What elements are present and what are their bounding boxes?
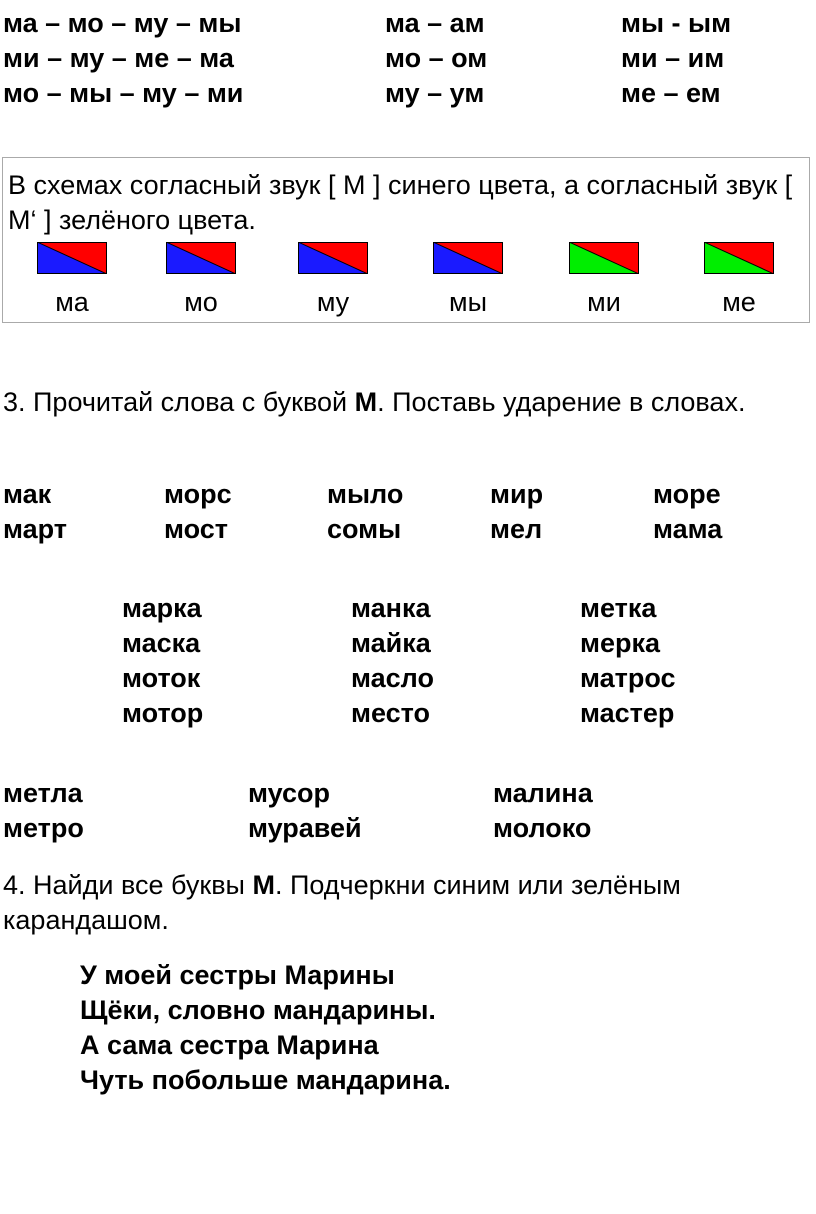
syllables-column-3	[621, 6, 731, 111]
scheme-syllable-label: ма	[55, 287, 89, 317]
sound-scheme-box	[2, 157, 810, 323]
words-3-column-3	[493, 776, 593, 846]
words-3-column-1	[3, 776, 84, 846]
scheme-item	[298, 242, 368, 319]
scheme-syllable-label: ме	[722, 287, 756, 317]
word: мастер	[580, 698, 675, 728]
scheme-syllable-label: ми	[587, 287, 621, 317]
word: метла	[3, 778, 83, 808]
word: мак	[3, 479, 52, 509]
word: молоко	[493, 813, 592, 843]
word: муравей	[248, 813, 362, 843]
words-2-column-2	[351, 591, 434, 731]
word: моток	[122, 663, 201, 693]
sound-scheme-icon	[704, 242, 774, 274]
words-3-column-2	[248, 776, 362, 846]
sound-scheme-icon	[433, 242, 503, 274]
syllable-row: ма – ам	[385, 8, 485, 38]
scheme-item	[37, 242, 107, 319]
words-1-column-1	[3, 477, 67, 547]
words-1-column-4	[490, 477, 543, 547]
word: мотор	[122, 698, 204, 728]
sound-scheme-icon	[569, 242, 639, 274]
word: метка	[580, 593, 657, 623]
words-2-column-1	[122, 591, 203, 731]
word: малина	[493, 778, 593, 808]
word: мыло	[327, 479, 404, 509]
scheme-item	[704, 242, 774, 319]
words-1-column-2	[164, 477, 232, 547]
scheme-syllable-label: му	[316, 287, 350, 317]
poem-line: Щёки, словно мандарины.	[80, 995, 436, 1025]
task-3-rest: . Поставь ударение в словах.	[377, 387, 746, 417]
word: мусор	[248, 778, 330, 808]
syllable-row: мы - ым	[621, 8, 732, 38]
poem-line: У моей сестры Марины	[80, 960, 395, 990]
scheme-syllable-label: мы	[449, 287, 487, 317]
syllable-row: ми – му – ме – ма	[3, 43, 234, 73]
syllable-row: ме – ем	[621, 78, 721, 108]
syllable-row: му – ум	[385, 78, 485, 108]
scheme-item	[569, 242, 639, 319]
words-2-column-3	[580, 591, 676, 731]
word: сомы	[327, 514, 402, 544]
syllable-row: ма – мо – му – мы	[3, 8, 242, 38]
word: майка	[351, 628, 431, 658]
words-1-column-3	[327, 477, 403, 547]
poem-line: Чуть побольше мандарина.	[80, 1065, 451, 1095]
word: масло	[351, 663, 434, 693]
word: марка	[122, 593, 202, 623]
syllable-row: ми – им	[621, 43, 725, 73]
task-3-instruction	[3, 385, 803, 420]
word: мерка	[580, 628, 661, 658]
poem	[80, 958, 451, 1098]
scheme-item	[433, 242, 503, 319]
word: морс	[164, 479, 232, 509]
sound-scheme-icon	[37, 242, 107, 274]
syllables-column-2	[385, 6, 487, 111]
word: мост	[164, 514, 228, 544]
word: мама	[653, 514, 723, 544]
words-1-column-5	[653, 477, 722, 547]
scheme-syllable-label: мо	[184, 287, 218, 317]
task-4-rest: . Подчеркни синим или зелёным карандашом.	[3, 870, 681, 935]
syllable-row: мо – ом	[385, 43, 488, 73]
syllable-row: мо – мы – му – ми	[3, 78, 244, 108]
syllables-column-1	[3, 6, 243, 111]
word: метро	[3, 813, 84, 843]
task-4-letter: М	[252, 870, 275, 900]
word: море	[653, 479, 721, 509]
task-3-number: 3. Прочитай слова с буквой	[3, 387, 355, 417]
sound-scheme-icon	[166, 242, 236, 274]
word: место	[351, 698, 431, 728]
poem-line: А сама сестра Марина	[80, 1030, 379, 1060]
task-4-number: 4. Найди все буквы	[3, 870, 253, 900]
word: манка	[351, 593, 431, 623]
word: матрос	[580, 663, 676, 693]
task-4-instruction	[3, 868, 803, 938]
word: мел	[490, 514, 543, 544]
sound-scheme-icon	[298, 242, 368, 274]
word: март	[3, 514, 67, 544]
scheme-item	[166, 242, 236, 319]
task-3-letter: М	[354, 387, 378, 417]
word: мир	[490, 479, 544, 509]
scheme-explanation: В схемах согласный звук [ М ] синего цвета, а согласный звук [ М‘ ] зелёного цвета.	[8, 170, 793, 235]
word: маска	[122, 628, 201, 658]
